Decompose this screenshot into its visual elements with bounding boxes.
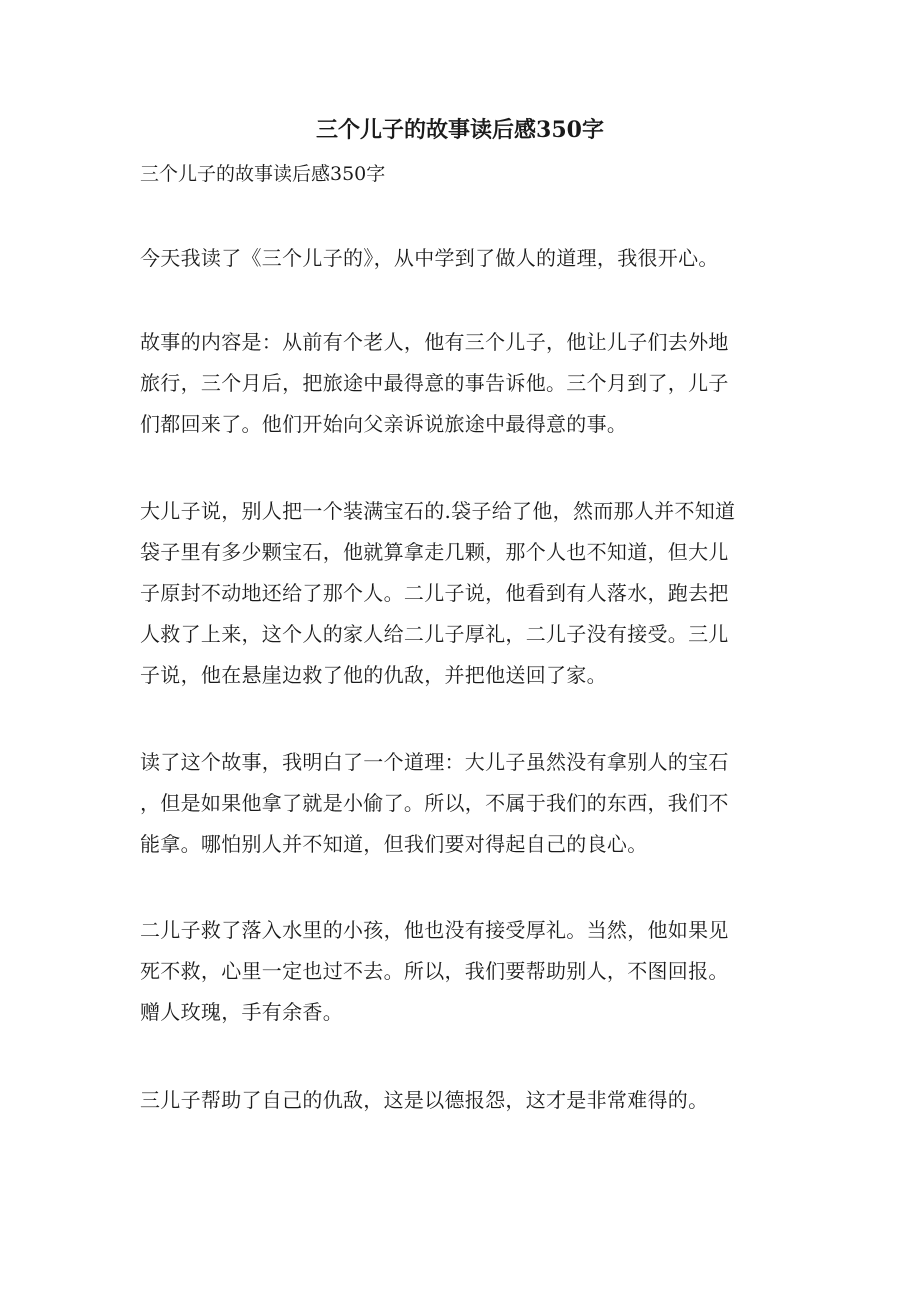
text-line: 们都回来了。他们开始向父亲诉说旅途中最得意的事。 (140, 412, 628, 436)
paragraph-5 (140, 910, 790, 1033)
text-line: 赠人玫瑰，手有余香。 (140, 1000, 343, 1024)
text-line: 能拿。哪怕别人并不知道，但我们要对得起自己的良心。 (140, 832, 648, 856)
text-line: 读了这个故事，我明白了一个道理：大儿子虽然没有拿别人的宝石 (140, 750, 729, 774)
paragraph-3 (140, 491, 790, 696)
text-line: 人救了上来，这个人的家人给二儿子厚礼，二儿子没有接受。三儿 (140, 622, 729, 646)
text-line: 死不救，心里一定也过不去。所以，我们要帮助别人，不图回报。 (140, 959, 729, 983)
paragraph-1 (140, 238, 790, 279)
text-line: 大儿子说，别人把一个装满宝石的.袋子给了他，然而那人并不知道 (140, 499, 736, 523)
text-line: 故事的内容是：从前有个老人，他有三个儿子，他让儿子们去外地 (140, 330, 729, 354)
text-line: 旅行，三个月后，把旅途中最得意的事告诉他。三个月到了，儿子 (140, 371, 729, 395)
text-line: 子原封不动地还给了那个人。二儿子说，他看到有人落水，跑去把 (140, 581, 729, 605)
paragraph-2 (140, 322, 790, 445)
document-title: 三个儿子的故事读后感350字 (316, 117, 604, 143)
text-line: 子说，他在悬崖边救了他的仇敌，并把他送回了家。 (140, 663, 607, 687)
text-line: 今天我读了《三个儿子的》，从中学到了做人的道理，我很开心。 (140, 246, 719, 270)
text-line: 袋子里有多少颗宝石，他就算拿走几颗，那个人也不知道，但大儿 (140, 540, 729, 564)
paragraph-4 (140, 742, 790, 865)
text-line: 二儿子救了落入水里的小孩，他也没有接受厚礼。当然，他如果见 (140, 918, 729, 942)
text-line: 三儿子帮助了自己的仇敌，这是以德报怨，这才是非常难得的。 (140, 1088, 709, 1112)
text-line: ，但是如果他拿了就是小偷了。所以，不属于我们的东西，我们不 (140, 791, 729, 815)
paragraph-6 (140, 1080, 790, 1121)
document-subtitle: 三个儿子的故事读后感350字 (140, 163, 386, 185)
